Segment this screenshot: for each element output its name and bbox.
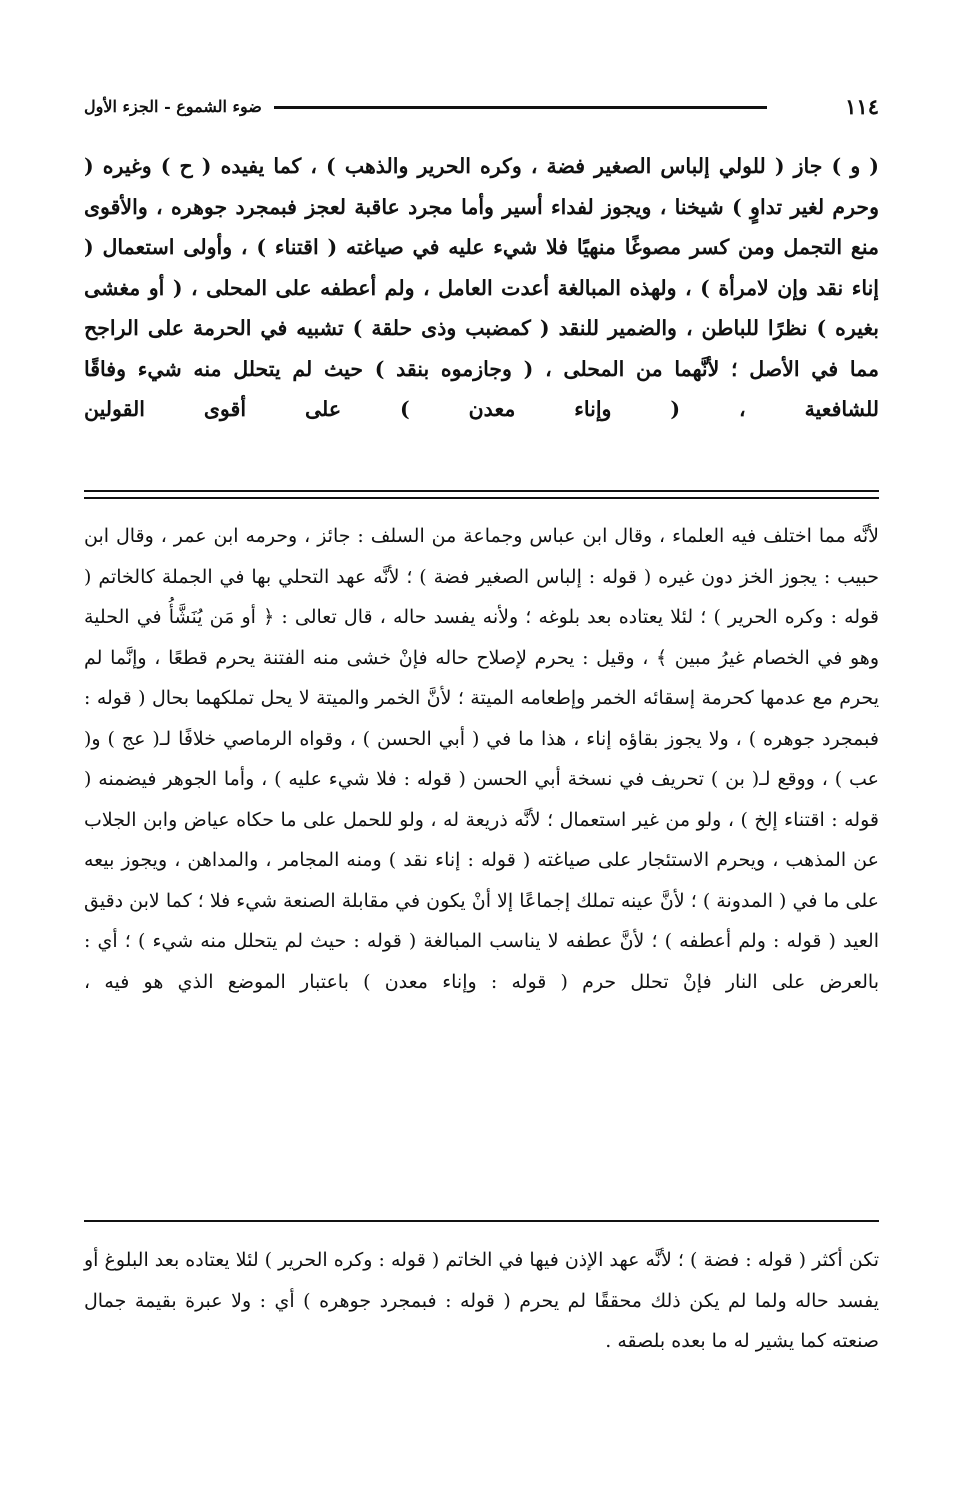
running-title: ضوء الشموع - الجزء الأول [84,97,262,116]
separator-rule-top [84,490,879,492]
commentary-lower-paragraph: تكن أكثر ( قوله : فضة ) ؛ لأنَّه عهد الإذن فيها في الخاتم ( قوله : وكره الحرير ) لئلا يعتاده بعد البلوغ أو يفسد حاله ولما لم يكن ذلك محققًا لم يحرم ( قوله : فبمجرد جوهره ) أي : ولا عبرة بقيمة جمال صنعته كما يشير له ما بعده بلصقه . [84,1249,879,1352]
main-text [84,146,879,430]
separator-rule-lower [84,1220,879,1222]
separator-rule-bottom [84,497,879,499]
header-rule [274,106,767,109]
commentary-lower [84,1240,879,1362]
commentary-upper [84,516,879,1002]
page-number: ١١٤ [845,94,879,119]
commentary-upper-paragraph: لأنَّه مما اختلف فيه العلماء ، وقال ابن عباس وجماعة من السلف : جائز ، وحرمه ابن عمر ، وقال ابن حبيب : يجوز الخز دون غيره ( قوله : إلباس الصغير فضة ) ؛ لأنَّه عهد التحلي بها في الجملة كالخاتم ( قوله : وكره الحرير ) ؛ لئلا يعتاده بعد بلوغه ؛ ولأنه يفسد حاله ، قال تعالى : ﴿ أو مَن يُنَشَّأُ في الحلية وهو في الخصام غيرُ مبين ﴾ ، وقيل : يحرم لإصلاح حاله فإنْ خشى منه الفتنة يحرم قطعًا ، وإنَّما لم يحرم مع عدمها كحرمة إسقائه الخمر وإطعامه الميتة ؛ لأنَّ الخمر والميتة لا يحل تملكهما بحال ( قوله : فبمجرد جوهره ) ، ولا يجوز بقاؤه إناء ، هذا ما في ( أبي الحسن ) ، وقواه الرماصي خلافًا لـ( عج ) و( عب ) ، ووقع لـ( بن ) تحريف في نسخة أبي الحسن ( قوله : فلا شيء عليه ) ، وأما الجوهر فيضمنه ( قوله : اقتناء إلخ ) ، ولو من غير استعمال ؛ لأنَّه ذريعة له ، ولو للحمل على ما حكاه عياض وابن الجلاب عن المذهب ، ويحرم الاستئجار على صياغته ( قوله : إناء نقد ) ومنه المجامر ، والمداهن ، ويجوز بيعه على ما في ( المدونة ) ؛ لأنَّ عينه تملك إجماعًا إلا أنْ يكون في مقابلة الصنعة شيء فلا ؛ كما لابن دقيق العيد ( قوله : ولم أعطفه ) ؛ لأنَّ عطفه لا يناسب المبالغة ( قوله : حيث لم يتحلل منه شيء ) ؛ أي : بالعرض على النار فإنْ تحلل حرم ( قوله : وإناء معدن ) باعتبار الموضع الذي هو فيه ، [84,525,879,993]
page-header [84,92,879,126]
main-paragraph: ( و ) جاز ( للولي إلباس الصغير فضة ، وكره الحرير والذهب ) ، كما يفيده ( ح ) وغيره ( وحرم لغير تداوٍ ) شيخنا ، ويجوز لفداء أسير وأما مجرد عاقبة لعجز فبمجرد جوهره ، والأقوى منع التجمل ومن كسر مصوغًا منهيًا فلا شيء عليه في صياغته ( اقتناء ) ، وأولى استعمال ( إناء نقد وإن لامرأة ) ، ولهذه المبالغة أعدت العامل ، ولم أعطفه على المحلى ، ( أو مغشى بغيره ) نظرًا للباطن ، والضمير للنقد ( كمضبب وذى حلقة ) تشبيه في الحرمة على الراجح مما في الأصل ؛ لأنَّهما من المحلى ، ( وجازموه بنقد ) حيث لم يتحلل منه شيء وفاقًا للشافعية ، ( وإناء معدن ) على أقوى القولين [84,154,879,421]
